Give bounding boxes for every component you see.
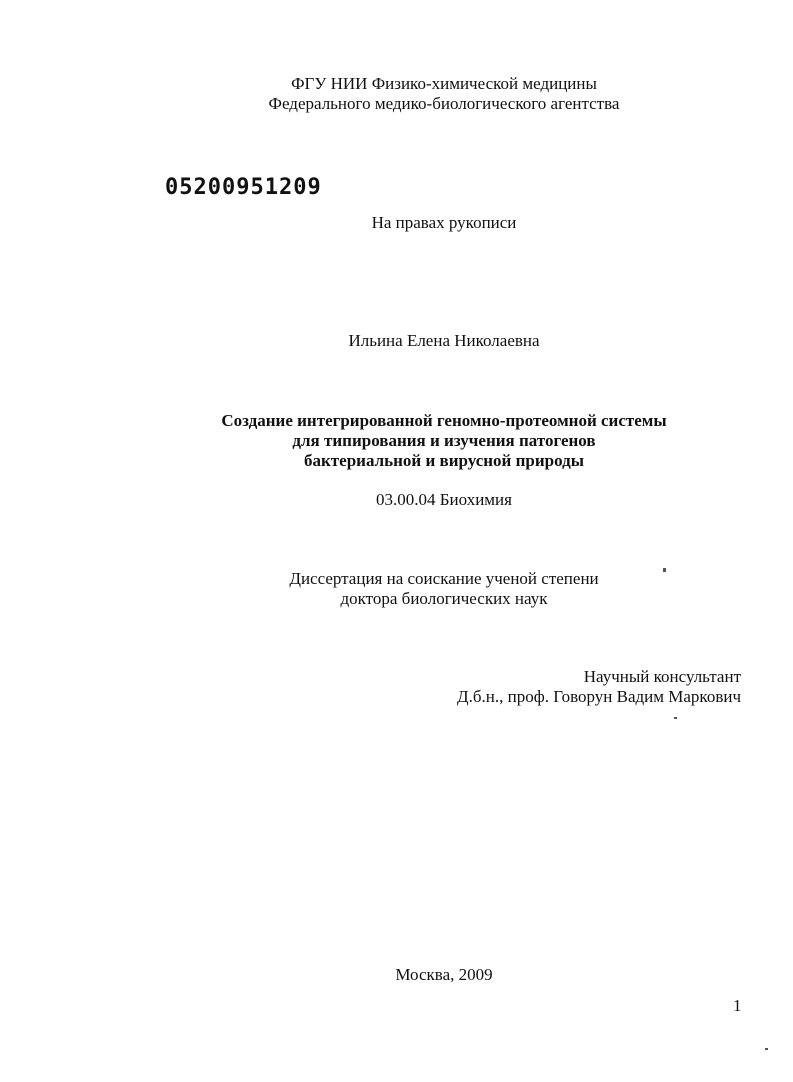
manuscript-rights-note: На правах рукописи [371,213,517,232]
scan-speck [674,717,677,719]
scan-speck [663,568,666,572]
dissertation-title-line-3: бактериальной и вирусной природы [304,451,584,470]
consultant-name: Д.б.н., проф. Говорун Вадим Маркович [457,687,741,706]
scan-speck [765,1048,768,1050]
institution-line-2: Федерального медико-биологического агентства [268,94,620,113]
page-number: 1 [733,996,742,1015]
degree-line-1: Диссертация на соискание ученой степени [289,569,599,588]
institution-line-1: ФГУ НИИ Физико-химической медицины [291,74,597,93]
dissertation-title-line-1: Создание интегрированной геномно-протеомной системы [221,411,667,430]
specialty-code: 03.00.04 Биохимия [376,490,512,509]
city-and-year: Москва, 2009 [395,965,493,984]
degree-line-2: доктора биологических наук [340,589,548,608]
consultant-label: Научный консультант [583,667,741,686]
dissertation-title-line-2: для типирования и изучения патогенов [292,431,596,450]
registration-number-stamp: 05200951209 [165,175,322,200]
author-name: Ильина Елена Николаевна [348,331,540,350]
